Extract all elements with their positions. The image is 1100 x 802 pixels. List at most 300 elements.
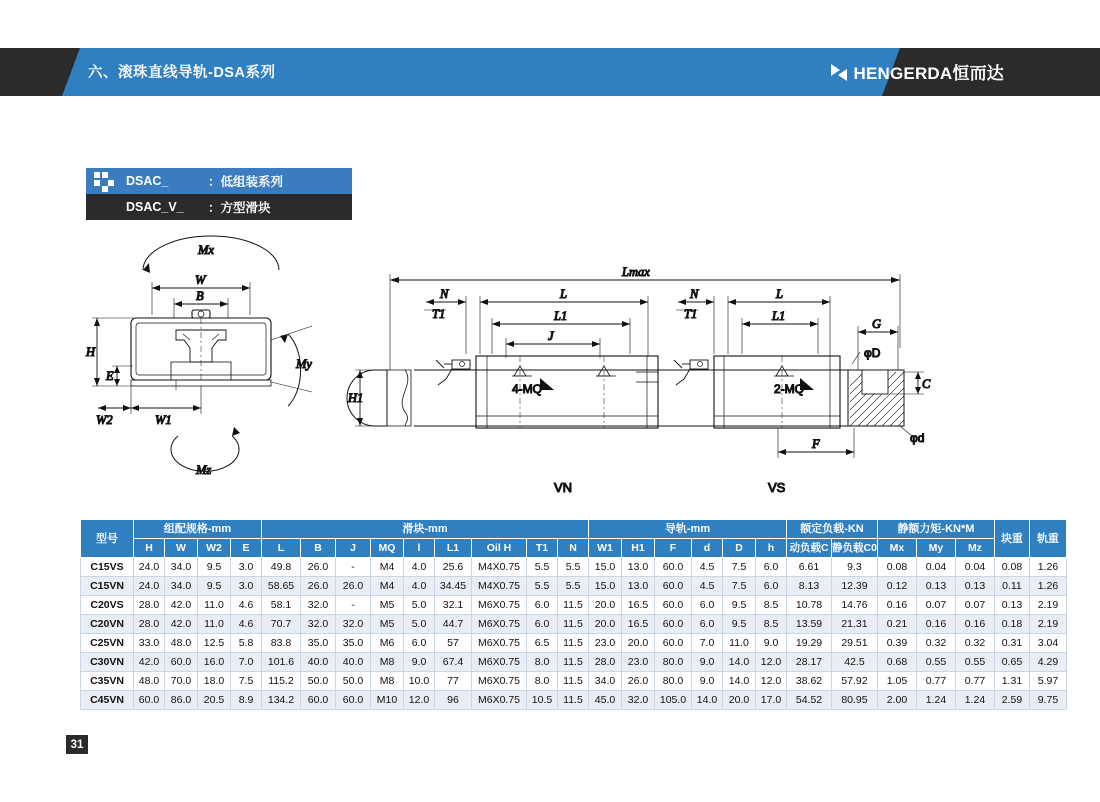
table-row [81, 577, 1067, 596]
table-cell: 34.45 [435, 577, 472, 596]
svg-text:T1: T1 [432, 307, 446, 321]
table-cell: 33.0 [134, 634, 165, 653]
table-row [81, 615, 1067, 634]
col-d-small: d [692, 539, 723, 558]
table-cell: 35.0 [301, 634, 336, 653]
table-cell: 26.0 [301, 558, 336, 577]
table-cell: 9.0 [404, 653, 435, 672]
table-cell: 9.3 [832, 558, 878, 577]
table-cell: 11.0 [198, 596, 231, 615]
table-cell: 35.0 [336, 634, 371, 653]
table-cell: 32.0 [301, 596, 336, 615]
table-cell: 58.1 [262, 596, 301, 615]
table-cell: 12.0 [756, 653, 787, 672]
table-cell: 26.0 [336, 577, 371, 596]
table-cell: 80.0 [655, 653, 692, 672]
table-cell: 13.0 [622, 558, 655, 577]
table-cell: 23.0 [589, 634, 622, 653]
table-cell: 54.52 [787, 691, 832, 710]
legend-code: DSAC_ [126, 174, 169, 188]
dots-icon [86, 168, 126, 194]
table-cell: 48.0 [134, 672, 165, 691]
table-cell: M6X0.75 [472, 596, 527, 615]
table-cell: 14.76 [832, 596, 878, 615]
table-cell: 60.0 [301, 691, 336, 710]
table-cell: 11.5 [558, 615, 589, 634]
table-cell: 5.5 [527, 577, 558, 596]
svg-text:F: F [812, 437, 820, 451]
col-w2: W2 [198, 539, 231, 558]
table-cell: 6.0 [527, 596, 558, 615]
table-cell: 4.6 [231, 596, 262, 615]
table-cell-model: C15VN [81, 577, 134, 596]
table-cell: 48.0 [165, 634, 198, 653]
table-cell: 2.59 [994, 691, 1029, 710]
table-cell: 6.0 [756, 558, 787, 577]
svg-text:W1: W1 [155, 413, 172, 427]
table-cell: 0.07 [916, 596, 955, 615]
col-group-assembly: 组配规格-mm [134, 520, 262, 539]
table-cell: 34.0 [589, 672, 622, 691]
hengerda-logo-icon [831, 62, 849, 82]
svg-text:C: C [922, 377, 931, 391]
specifications-table [80, 519, 1067, 710]
table-row [81, 691, 1067, 710]
table-cell: - [336, 596, 371, 615]
table-cell: 2.19 [1029, 615, 1066, 634]
table-cell: 13.59 [787, 615, 832, 634]
table-cell: 3.0 [231, 577, 262, 596]
table-cell: 0.11 [994, 577, 1029, 596]
svg-text:L: L [776, 287, 783, 301]
table-cell: 57 [435, 634, 472, 653]
table-cell: 11.5 [558, 691, 589, 710]
legend-row-dsac [86, 168, 352, 194]
table-cell: 20.0 [723, 691, 756, 710]
col-mx: Mx [877, 539, 916, 558]
svg-text:φd: φd [910, 431, 925, 445]
table-cell: 28.17 [787, 653, 832, 672]
table-cell: 11.5 [558, 634, 589, 653]
table-cell: 0.31 [994, 634, 1029, 653]
table-cell: 42.5 [832, 653, 878, 672]
table-cell: 1.24 [955, 691, 994, 710]
table-cell-model: C20VS [81, 596, 134, 615]
table-cell: 0.21 [877, 615, 916, 634]
table-cell: 10.0 [404, 672, 435, 691]
table-cell: 28.0 [134, 615, 165, 634]
svg-text:W2: W2 [96, 413, 113, 427]
table-cell: 17.0 [756, 691, 787, 710]
page-header [0, 48, 1100, 96]
table-cell: 101.6 [262, 653, 301, 672]
table-cell: 12.39 [832, 577, 878, 596]
table-cell: 57.92 [832, 672, 878, 691]
table-cell: 18.0 [198, 672, 231, 691]
table-cell: 70.7 [262, 615, 301, 634]
table-cell: 16.5 [622, 596, 655, 615]
table-cell: M5 [371, 615, 404, 634]
table-cell: 0.65 [994, 653, 1029, 672]
table-cell: 5.97 [1029, 672, 1066, 691]
table-cell: 0.12 [877, 577, 916, 596]
table-cell: 80.0 [655, 672, 692, 691]
table-cell: 32.0 [622, 691, 655, 710]
table-cell: 6.0 [756, 577, 787, 596]
table-cell: 12.5 [198, 634, 231, 653]
page-number: 31 [66, 735, 88, 754]
table-cell: 0.04 [955, 558, 994, 577]
table-cell: 49.8 [262, 558, 301, 577]
table-cell: 4.6 [231, 615, 262, 634]
col-my: My [916, 539, 955, 558]
table-cell: 60.0 [336, 691, 371, 710]
table-cell: 0.77 [955, 672, 994, 691]
table-cell-model: C20VN [81, 615, 134, 634]
table-cell: 26.0 [622, 672, 655, 691]
table-cell: 9.5 [198, 558, 231, 577]
table-cell: 40.0 [336, 653, 371, 672]
table-cell: 5.5 [558, 558, 589, 577]
table-cell: 24.0 [134, 558, 165, 577]
table-cell: 7.0 [692, 634, 723, 653]
table-cell: 0.39 [877, 634, 916, 653]
svg-text:H: H [86, 345, 96, 359]
table-cell: 60.0 [655, 615, 692, 634]
table-cell: M4X0.75 [472, 558, 527, 577]
col-dynamic-load: 动负载C [787, 539, 832, 558]
table-cell: 8.0 [527, 672, 558, 691]
table-cell: M4X0.75 [472, 577, 527, 596]
table-cell: 16.0 [198, 653, 231, 672]
table-cell: 8.13 [787, 577, 832, 596]
table-cell: 86.0 [165, 691, 198, 710]
table-cell: 6.0 [527, 615, 558, 634]
table-cell: 0.55 [916, 653, 955, 672]
table-cell: 24.0 [134, 577, 165, 596]
table-cell: M4 [371, 558, 404, 577]
table-cell-model: C30VN [81, 653, 134, 672]
svg-text:J: J [548, 329, 554, 343]
table-cell: 10.78 [787, 596, 832, 615]
table-cell: 12.0 [756, 672, 787, 691]
table-cell: 10.5 [527, 691, 558, 710]
col-group-load: 额定负载-KN [787, 520, 878, 539]
table-cell: 0.68 [877, 653, 916, 672]
col-mq: MQ [371, 539, 404, 558]
table-row [81, 558, 1067, 577]
table-cell: 42.0 [165, 615, 198, 634]
svg-text:G: G [872, 317, 882, 331]
table-cell: M6X0.75 [472, 634, 527, 653]
table-cell: 60.0 [655, 634, 692, 653]
table-cell: 15.0 [589, 577, 622, 596]
table-cell: 42.0 [134, 653, 165, 672]
table-cell: 28.0 [589, 653, 622, 672]
table-cell: 50.0 [301, 672, 336, 691]
table-cell: 2.00 [877, 691, 916, 710]
table-cell: 0.16 [916, 615, 955, 634]
table-cell: 0.77 [916, 672, 955, 691]
svg-text:Mz: Mz [196, 463, 212, 477]
table-cell: 1.05 [877, 672, 916, 691]
col-e: E [231, 539, 262, 558]
table-group-header-row [81, 520, 1067, 539]
legend-text: ：方型滑块 [208, 201, 271, 215]
table-cell: 7.5 [231, 672, 262, 691]
table-cell: 5.5 [558, 577, 589, 596]
table-cell: 60.0 [134, 691, 165, 710]
drawing-svg [0, 230, 1100, 520]
table-row [81, 672, 1067, 691]
table-cell: 38.62 [787, 672, 832, 691]
col-static-load: 静负载C0 [832, 539, 878, 558]
table-cell: 45.0 [589, 691, 622, 710]
table-cell: 1.24 [916, 691, 955, 710]
table-cell: 0.13 [994, 596, 1029, 615]
table-cell: 4.0 [404, 558, 435, 577]
table-cell: 1.26 [1029, 577, 1066, 596]
svg-text:L: L [560, 287, 567, 301]
table-cell: 0.13 [955, 577, 994, 596]
col-w: W [165, 539, 198, 558]
table-cell: 15.0 [589, 558, 622, 577]
table-cell: 0.08 [877, 558, 916, 577]
table-cell: 28.0 [134, 596, 165, 615]
page-title: 六、滚珠直线导轨-DSA系列 [88, 65, 276, 81]
col-small-l: l [404, 539, 435, 558]
table-cell: 80.95 [832, 691, 878, 710]
col-l1: L1 [435, 539, 472, 558]
table-cell: 32.1 [435, 596, 472, 615]
col-group-block-weight: 块重 [994, 520, 1029, 558]
table-cell: 14.0 [692, 691, 723, 710]
table-cell: 34.0 [165, 577, 198, 596]
table-cell: 0.55 [955, 653, 994, 672]
svg-text:B: B [196, 289, 204, 303]
table-cell: M5 [371, 596, 404, 615]
table-cell: M6X0.75 [472, 691, 527, 710]
svg-text:L1: L1 [772, 309, 786, 323]
table-cell: 9.5 [723, 596, 756, 615]
table-cell: 14.0 [723, 672, 756, 691]
table-row [81, 634, 1067, 653]
table-cell: 8.5 [756, 615, 787, 634]
col-group-moment: 静额力矩-KN*M [877, 520, 994, 539]
table-cell: 2.19 [1029, 596, 1066, 615]
col-h1: H1 [622, 539, 655, 558]
table-cell: 29.51 [832, 634, 878, 653]
svg-text:Lmax: Lmax [622, 265, 650, 279]
table-cell: 16.5 [622, 615, 655, 634]
table-cell: 21.31 [832, 615, 878, 634]
table-cell: 9.0 [756, 634, 787, 653]
table-cell: 9.0 [692, 653, 723, 672]
table-row [81, 596, 1067, 615]
table-cell: 58.65 [262, 577, 301, 596]
col-d-big: D [723, 539, 756, 558]
col-group-model: 型号 [81, 520, 134, 558]
legend-text: ：低组装系列 [208, 175, 284, 189]
col-h: H [134, 539, 165, 558]
col-l: L [262, 539, 301, 558]
table-cell: 11.0 [198, 615, 231, 634]
table-body [81, 558, 1067, 710]
table-cell: - [336, 558, 371, 577]
svg-text:N: N [440, 287, 449, 301]
col-h-small: h [756, 539, 787, 558]
table-cell: M8 [371, 672, 404, 691]
table-cell: 7.0 [231, 653, 262, 672]
table-sub-header-row [81, 539, 1067, 558]
col-oil-h: Oil H [472, 539, 527, 558]
table-cell: 0.16 [877, 596, 916, 615]
table-cell-model: C35VN [81, 672, 134, 691]
table-cell: 60.0 [655, 577, 692, 596]
table-cell: 96 [435, 691, 472, 710]
table-cell: 0.18 [994, 615, 1029, 634]
table-cell: 60.0 [655, 558, 692, 577]
table-cell-model: C15VS [81, 558, 134, 577]
table-cell: 134.2 [262, 691, 301, 710]
table-cell: M6 [371, 634, 404, 653]
table-cell: 12.0 [404, 691, 435, 710]
table-cell: M8 [371, 653, 404, 672]
legend-row-dsac-v [86, 194, 352, 220]
table-cell: 4.29 [1029, 653, 1066, 672]
table-cell: 67.4 [435, 653, 472, 672]
table-cell: 70.0 [165, 672, 198, 691]
table-row [81, 653, 1067, 672]
col-f: F [655, 539, 692, 558]
brand-logo [831, 59, 1005, 84]
table-cell: 8.5 [756, 596, 787, 615]
table-cell: 6.61 [787, 558, 832, 577]
table-cell: 34.0 [165, 558, 198, 577]
table-cell: 40.0 [301, 653, 336, 672]
series-legend [86, 168, 352, 220]
table-cell: 0.04 [916, 558, 955, 577]
svg-text:N: N [690, 287, 699, 301]
table-cell: 7.5 [723, 558, 756, 577]
table-cell: 105.0 [655, 691, 692, 710]
col-j: J [336, 539, 371, 558]
table-cell: 77 [435, 672, 472, 691]
svg-text:2-MQ: 2-MQ [774, 382, 804, 396]
table-cell: 5.0 [404, 615, 435, 634]
table-cell-model: C45VN [81, 691, 134, 710]
table-cell: M4 [371, 577, 404, 596]
table-cell: 0.32 [916, 634, 955, 653]
col-b: B [301, 539, 336, 558]
col-group-block: 滑块-mm [262, 520, 589, 539]
table-cell: 6.5 [527, 634, 558, 653]
table-cell: 20.0 [622, 634, 655, 653]
table-cell: 8.0 [527, 653, 558, 672]
table-cell: 11.5 [558, 653, 589, 672]
table-cell: 7.5 [723, 577, 756, 596]
brand-name: HENGERDA恒而达 [853, 64, 1004, 83]
table-cell: 83.8 [262, 634, 301, 653]
table-cell: 32.0 [301, 615, 336, 634]
col-w1: W1 [589, 539, 622, 558]
table-cell: 60.0 [165, 653, 198, 672]
table-cell: 11.5 [558, 672, 589, 691]
technical-drawings [0, 230, 1100, 520]
table-cell: 20.0 [589, 596, 622, 615]
svg-text:T1: T1 [684, 307, 698, 321]
table-cell: 9.5 [198, 577, 231, 596]
col-n: N [558, 539, 589, 558]
table-cell: 13.0 [622, 577, 655, 596]
svg-text:Mx: Mx [198, 243, 214, 257]
svg-text:W: W [195, 273, 206, 287]
view-caption-vs: VS [768, 480, 786, 495]
table-cell: 20.5 [198, 691, 231, 710]
table-cell: 0.08 [994, 558, 1029, 577]
svg-text:L1: L1 [554, 309, 568, 323]
table-cell: 11.5 [558, 596, 589, 615]
table-cell: 5.0 [404, 596, 435, 615]
svg-text:4-MQ: 4-MQ [512, 382, 542, 396]
table-cell: 1.26 [1029, 558, 1066, 577]
table-cell: 8.9 [231, 691, 262, 710]
table-cell: 115.2 [262, 672, 301, 691]
view-caption-vn: VN [554, 480, 573, 495]
col-t1: T1 [527, 539, 558, 558]
table-cell: 14.0 [723, 653, 756, 672]
col-group-rail: 导轨-mm [589, 520, 787, 539]
legend-spacer [86, 194, 126, 220]
table-cell: 4.0 [404, 577, 435, 596]
table-cell: 50.0 [336, 672, 371, 691]
legend-code: DSAC_V_ [126, 200, 184, 214]
table-cell: 25.6 [435, 558, 472, 577]
table-header [81, 520, 1067, 558]
table-cell: 6.0 [692, 596, 723, 615]
col-group-rail-weight: 轨重 [1029, 520, 1066, 558]
table-cell: 3.04 [1029, 634, 1066, 653]
table-cell: M6X0.75 [472, 615, 527, 634]
table-cell: 9.5 [723, 615, 756, 634]
table-cell: 9.75 [1029, 691, 1066, 710]
col-mz: Mz [955, 539, 994, 558]
table-cell: 0.07 [955, 596, 994, 615]
table-cell: 44.7 [435, 615, 472, 634]
table-cell: 32.0 [336, 615, 371, 634]
table-cell: 4.5 [692, 558, 723, 577]
table-cell: 20.0 [589, 615, 622, 634]
table-cell: 0.13 [916, 577, 955, 596]
table-cell: 42.0 [165, 596, 198, 615]
table-cell: 26.0 [301, 577, 336, 596]
table-cell: 1.31 [994, 672, 1029, 691]
svg-text:My: My [296, 357, 312, 371]
svg-text:E: E [106, 369, 114, 383]
table-cell: 3.0 [231, 558, 262, 577]
table-cell: 0.32 [955, 634, 994, 653]
table-cell: 23.0 [622, 653, 655, 672]
table-cell: 11.0 [723, 634, 756, 653]
table-cell: M6X0.75 [472, 672, 527, 691]
table-cell: M10 [371, 691, 404, 710]
table-cell-model: C25VN [81, 634, 134, 653]
table-cell: 5.5 [527, 558, 558, 577]
table-cell: 5.8 [231, 634, 262, 653]
table-cell: 4.5 [692, 577, 723, 596]
svg-text:φD: φD [864, 346, 881, 360]
table-cell: 6.0 [404, 634, 435, 653]
